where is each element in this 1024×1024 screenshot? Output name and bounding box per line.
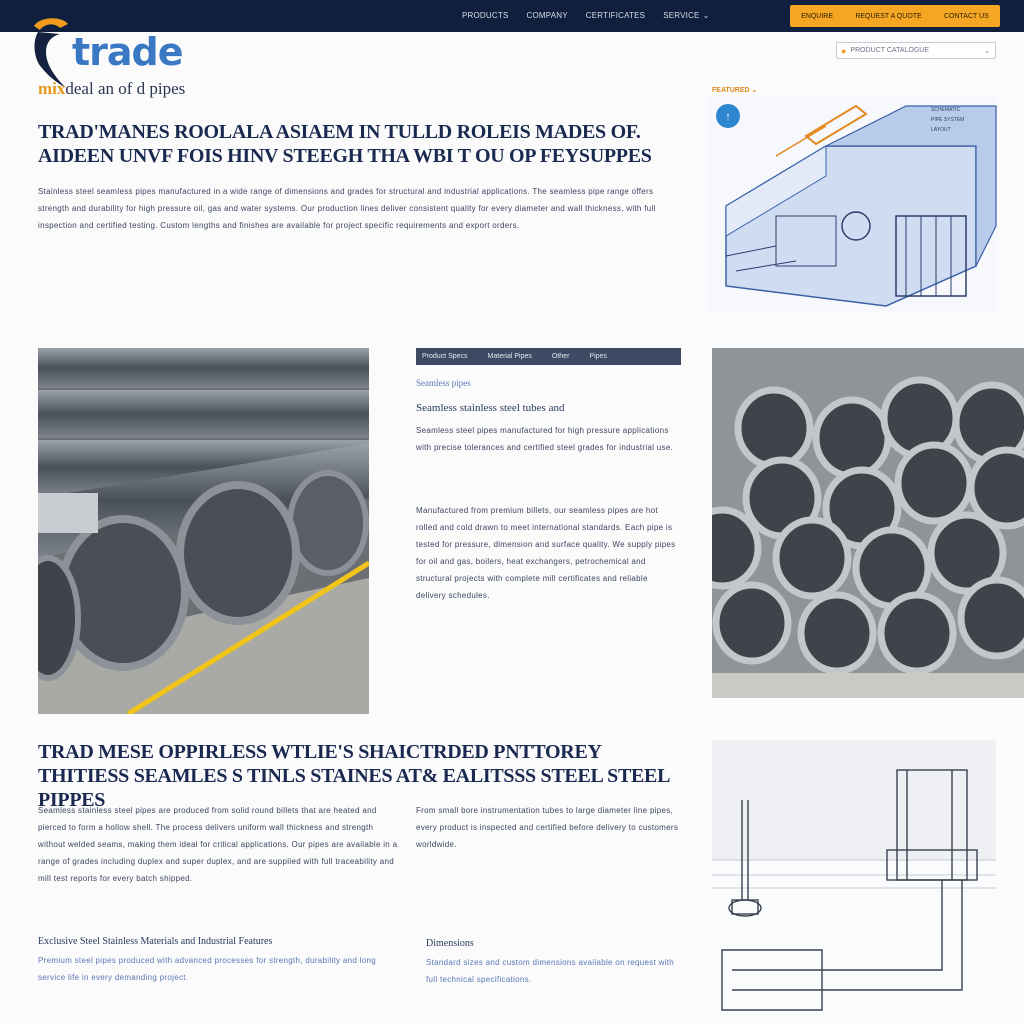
catalogue-icon: ●: [841, 45, 847, 56]
tab-material-pipes[interactable]: Material Pipes: [487, 353, 532, 360]
tab-pipes[interactable]: Pipes: [589, 353, 607, 360]
cta-quote[interactable]: REQUEST A QUOTE: [855, 12, 922, 20]
section2-paragraph-left: Seamless stainless steel pipes are produced from solid round billets that are heated and pierced to form a hollow shell. The process delivers uniform wall thickness and strength without welded seams, making them ideal for critical applications. Our pipes are available in a range of grades including duplex and super duplex, and are supplied with full traceability and mill test reports for every batch shipped.: [38, 806, 398, 883]
sub-left-title: Exclusive Steel Stainless Materials and Industrial Features: [38, 936, 273, 947]
chevron-down-icon: ⌄: [984, 47, 990, 55]
svg-text:↑: ↑: [725, 111, 731, 123]
logo-wordmark[interactable]: trade: [72, 30, 183, 74]
mid-paragraph-1: Seamless steel pipes manufactured for high pressure applications with precise tolerances and certified steel grades for industrial use.: [416, 426, 674, 452]
sub-left-text: Premium steel pipes produced with advanced processes for strength, durability and long service life in every demanding project.: [38, 956, 376, 982]
svg-text:PIPE SYSTEM: PIPE SYSTEM: [931, 117, 965, 123]
plant-schematic-diagram: [706, 96, 998, 312]
cta-enquire[interactable]: ENQUIRE: [801, 12, 834, 20]
top-navigation-bar: [0, 0, 1024, 32]
sub-right-text: Standard sizes and custom dimensions available on request with full technical specifications.: [426, 958, 675, 984]
mid-subtitle: Seamless pipes: [416, 378, 471, 388]
sub-right-title: Dimensions: [426, 938, 474, 949]
nav-item-service[interactable]: [663, 11, 709, 20]
pipeline-technical-drawing: [712, 740, 996, 1016]
catalogue-select-label: PRODUCT CATALOGUE: [850, 47, 930, 54]
section2-title: TRAD MESE OPPIRLESS WTLIE'S SHAICTRDED PNTTOREY THITIESS SEAMLES S TINLS STAINES AT& EALITSSS STEEL STEEL PIPPES: [38, 741, 670, 811]
hero-paragraph: Stainless steel seamless pipes manufactured in a wide range of dimensions and grades for structural and industrial applications. The seamless pipe range offers strength and durability for high pressure oil, gas and water systems. Our production lines deliver consistent quality for every diameter and wall thickness, with full inspection and certified testing. Custom lengths and finishes are available for project specific requirements and export orders.: [38, 187, 656, 230]
nav-item-company[interactable]: COMPANY: [526, 11, 568, 20]
cta-contact[interactable]: CONTACT US: [944, 12, 989, 20]
section2-paragraph-right: From small bore instrumentation tubes to large diameter line pipes, every product is inspected and certified before delivery to customers worldwide.: [416, 806, 679, 849]
logo-tagline: [38, 79, 185, 99]
cta-bar: [790, 5, 1000, 27]
product-tabs: [416, 348, 681, 365]
diagram-label-text: FEATURED: [712, 87, 750, 94]
mid-heading: Seamless stainless steel tubes and: [416, 402, 565, 414]
nav-item-certificates[interactable]: CERTIFICATES: [585, 11, 646, 20]
hero-title: TRAD'MANES ROOLALA ASIAEM IN TULLD ROLEIS MADES OF. AIDEEN UNVF FOIS HINV STEEGH THA WBI T OU OP FEYSUPPES: [38, 121, 652, 167]
catalogue-select[interactable]: [836, 42, 996, 59]
mid-paragraph-2: Manufactured from premium billets, our seamless pipes are hot rolled and cold drawn to meet international standards. Each pipe is tested for pressure, dimension and surface quality. We supply pipes for oil and gas, boilers, heat exchangers, petrochemical and structural projects with complete mill certificates and reliable delivery schedules.: [416, 506, 676, 600]
tagline-accent: mix: [38, 79, 66, 98]
main-nav: [462, 11, 710, 20]
nav-item-products[interactable]: PRODUCTS: [462, 11, 509, 20]
tab-other[interactable]: Other: [551, 353, 570, 360]
nav-item-service-label: SERVICE: [663, 11, 700, 20]
tagline-text: deal an of d pipes: [65, 79, 186, 98]
svg-text:LAYOUT: LAYOUT: [931, 127, 951, 133]
pipe-ends-photo: [712, 348, 1024, 698]
pipe-stack-photo: [38, 348, 369, 714]
svg-text:SCHEMATIC: SCHEMATIC: [931, 107, 961, 113]
diagram-label: FEATURED ⌄: [712, 87, 758, 94]
chevron-down-icon: ⌄: [702, 11, 710, 20]
tab-product-specs[interactable]: Product Specs: [422, 353, 468, 360]
